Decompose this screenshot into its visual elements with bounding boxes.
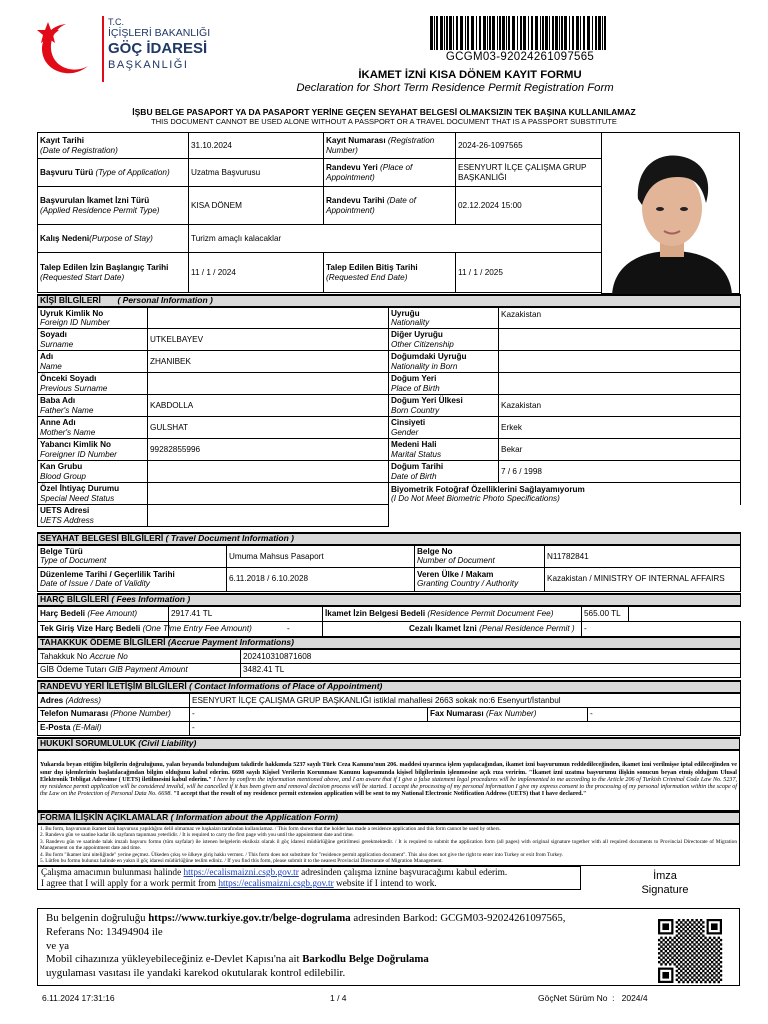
form-title: İKAMET İZNİ KISA DÖNEM KAYIT FORMU bbox=[358, 69, 582, 81]
prev-surname-value bbox=[148, 373, 389, 395]
footer-version: GöçNet Sürüm No : 2024/4 bbox=[538, 993, 648, 1003]
personal-info-section: KİŞİ BİLGİLERİ ( Personal Information ) Uyruk Kimlik No Foreign ID Number Uyruğu Nationality Kazakistan Soyadı Surname UTKELBAYEV Diğer Uyruğu Other Citizenship Adı Name ZHANIBEK Doğumdaki Uyruğu Nationality in Born Önceki Soyadı Previous Surname Doğum Yeri Place of Birth Baba Adı Father's Name KABDOLLA Doğum Yeri Ülkesi Born Country Kazakistan Anne Adı Mother's Name GULSHAT Cinsiyeti Gender Erkek Yabancı Kimlik No Foreigner ID Number 99282855996 Medeni Hali Marital Status Bekar Kan Grubu Blood Group Doğum Tarihi Date of Birth 7 / 6 / 1998 Özel İhtiyaç Durumu Special Need Status Biyometrik Fotoğraf Özelliklerini Sağlayamıyorum (I Do Not Meet Biometric Photo Specifications) UETS Adresi UETS Address bbox=[37, 294, 740, 527]
start-date-value: 11 / 1 / 2024 bbox=[189, 253, 324, 293]
foreigner-id-value: 99282855996 bbox=[148, 439, 389, 461]
ministry-logo bbox=[34, 17, 211, 82]
civil-section-title: HUKUKİ SORUMLULUK bbox=[40, 738, 136, 748]
visa-fee-value: - bbox=[169, 621, 323, 636]
note-line-2: 2. Randevu gün ve saatine kadar ilk sayfanın taşınması yeterlidir. / It is required to carry the first page with you until the appointment date and time. bbox=[40, 832, 354, 839]
personal-section-title: KİŞİ BİLGİLERİ bbox=[40, 295, 101, 305]
phone-value: - bbox=[190, 707, 428, 721]
doc-type-value: Umuma Mahsus Pasaport bbox=[227, 545, 415, 567]
nationality-value: Kazakistan bbox=[499, 307, 741, 329]
fees-section: HARÇ BİLGİLERİ ( Fees Information ) Harç Bedeli (Fee Amount) 2917.41 TL İkamet İzin Belgesi Bedeli (Residence Permit Document Fee) 565.00 TL Tek Giriş Vize Harç Bedeli (One Time Entry Fee Amount) - Cezalı İkamet İzni (Penal Residence Permit ) - bbox=[37, 593, 740, 637]
note-line-1: 1. Bu form, başvurunun ikamet izni başvurusu yapıldığını delil olmamaz ve başkaları tarafından kullanılamaz. / This form shows that the holder has made a residence application and this form cannot be used by others. bbox=[40, 825, 501, 832]
logo-line-1: İÇİŞLERİ BAKANLIĞI bbox=[108, 27, 211, 39]
end-date-value: 11 / 1 / 2025 bbox=[456, 253, 602, 293]
contact-section-title: RANDEVU YERİ İLETİŞİM BİLGİLERİ bbox=[40, 681, 187, 692]
other-citizenship-value bbox=[499, 329, 741, 351]
father-value: KABDOLLA bbox=[148, 395, 389, 417]
authority-value: Kazakistan / MINISTRY OF INTERNAL AFFAIRS bbox=[545, 567, 741, 591]
dob-value: 7 / 6 / 1998 bbox=[499, 461, 741, 483]
email-value: - bbox=[190, 721, 741, 735]
notice-en: THIS DOCUMENT CANNOT BE USED ALONE WITHOUT A PASSPORT OR A TRAVEL DOCUMENT THAT IS A PASSPORT SUBSTITUTE bbox=[151, 117, 617, 126]
notice-tr: İŞBU BELGE PASAPORT YA DA PASAPORT YERİNE GEÇEN SEYAHAT BELGESİ OLMAKSIZIN TEK BAŞINA KULLANILAMAZ bbox=[132, 107, 636, 117]
reg-date-value: 31.10.2024 bbox=[189, 133, 324, 159]
applicant-photo bbox=[601, 132, 740, 294]
foreign-id-value bbox=[148, 307, 389, 329]
form-notes-section: FORMA İLİŞKİN AÇIKLAMALAR ( Information about the Application Form) 1. Bu form, başvurunun ikamet izni başvurusu yapıldığını delil olmamaz ve başkaları tarafından kullanılamaz. / This form shows that the holder has made a residence application and this form cannot be used by others. 2. Randevu gün ve saatine kadar ilk sayfanın taşınması yeterlidir. / It is required to carry the first page with you until the appointment date and time. 3. Randevu gün ve saatinde talak imzalı başvuru formu (tüm sayfalar) ile istenen belgelerin eksiksiz olarak il göç idaresi müdürlüğüne getirilmesi gerekmektedir. / It is required to submit the application form (all pages) with original signature together with all required documents to Provincial Directorate of Migration Management on the appointment date and time. 4. Bu form "ikamet izni niteliğinde" yerine geçmez. Ülkeden çıkış ve ülkeye giriş hakkı vermez. / This form does not substitute for "residence permit application document". This also does not give the right to enter into Turkey or exit from Turkey. 5. Lütfen bu formu bulunuz halinde en yakın il göç idaresi müdürlüğüne teslim ediniz. / If you find this form, please submit it to the nearest Provincial Directorate of Migration Management. bbox=[37, 811, 740, 866]
note-line-4: 4. Bu form "ikamet izni niteliğinde" yerine geçmez. Ülkeden çıkış ve ülkeye giriş hakkı vermez. / This form does not substitute for "residence permit application document". This also does not give the right to enter into Turkey or exit from Turkey. bbox=[40, 851, 564, 858]
accrue-section-title: TAHAKKUK ÖDEME BİLGİLERİ bbox=[40, 637, 166, 648]
verification-box: Bu belgenin doğruluğu https://www.turkiye.gov.tr/belge-dogrulama adresinden Barkod: GCGM03-92024261097565, Referans No: 13494904 ile ve ya Mobil cihazınıza yükleyebileceğiniz e-Devlet Kapısı'na ait Barkodlu Belge Doğrulama uygulaması vasıtası ile yandaki karekod okutularak kontrol edilebilir. bbox=[37, 908, 740, 986]
travel-section-title: SEYAHAT BELGESİ BİLGİLERİ bbox=[40, 533, 164, 544]
fee-value: 2917.41 TL bbox=[169, 606, 323, 621]
footer-page: 1 / 4 bbox=[330, 993, 347, 1003]
verify-url[interactable]: https://www.turkiye.gov.tr/belge-dogrulama bbox=[148, 912, 351, 924]
work-link-tr[interactable]: https://ecalismaizni.csgb.gov.tr bbox=[183, 868, 299, 878]
blood-value bbox=[148, 461, 389, 483]
gender-value: Erkek bbox=[499, 417, 741, 439]
registration-table: Kayıt Tarihi (Date of Registration) 31.10.2024 Kayıt Numarası (Registration Number) 2024-26-1097565 Başvuru Türü (Type of Application) Uzatma Başvurusu Randevu Yeri (Place of Appointment) ESENYURT İLÇE ÇALIŞMA GRUP BAŞKANLIĞI Başvurulan İkamet İzni Türü (Applied Residence Permit Type) KISA DÖNEM Randevu Tarihi (Date of Appointment) 02.12.2024 15:00 Kalış Nedeni(Purpose of Stay) Turizm amaçlı kalacaklar Talep Edilen İzin Başlangıç Tarihi (Requested Start Date) 11 / 1 / 2024 Talep Edilen Bitiş Tarihi (Requested End Date) 11 / 1 / 2025 bbox=[37, 132, 601, 293]
civil-text-en: I here by confirm the information mentioned above, and I am aware that if I give a false statement legal procedures will be implemented to me according to the Article 206 of Turkish Criminal Code Law No. 5237, my residence permit application will be considered invalid, will be cancelled if it has been given and removal decision process will be started. I accept the processing of my personal information I give my express consent to the processing of my personal information within the scope of the Law on the Protection of Personal Data No. 6698. bbox=[40, 776, 738, 798]
notes-section-title: FORMA İLİŞKİN AÇIKLAMALAR bbox=[40, 812, 169, 822]
appt-date-value: 02.12.2024 15:00 bbox=[456, 187, 602, 225]
penal-value: - bbox=[582, 621, 741, 636]
barcode-text: GCGM03-92024261097565 bbox=[445, 51, 595, 63]
logo-tc: T.C. bbox=[108, 17, 125, 27]
doc-fee-value: 565.00 TL bbox=[582, 606, 629, 621]
doc-no-value: N11782841 bbox=[545, 545, 741, 567]
work-link-en[interactable]: https://ecalismaizni.csgb.gov.tr bbox=[218, 879, 334, 890]
accrue-amount-value: 3482.41 TL bbox=[241, 663, 741, 677]
validity-value: 6.11.2018 / 6.10.2028 bbox=[227, 567, 415, 591]
travel-doc-section: SEYAHAT BELGESİ BİLGİLERİ ( Travel Document Information ) Belge Türü Type of Document Umuma Mahsus Pasaport Belge No Number of Document N11782841 Düzenleme Tarihi / Geçerlilik Tarihi Date of Issue / Date of Validity 6.11.2018 / 6.10.2028 Veren Ülke / Makam Granting Country / Authority Kazakistan / MINISTRY OF INTERNAL AFFAIRS bbox=[37, 532, 740, 592]
address-value: ESENYURT İLÇE ÇALIŞMA GRUP BAŞKANLIĞI istiklal mahallesi 2663 sokak no:6 Esenyurt/İstanbul bbox=[190, 693, 741, 707]
form-subtitle: Declaration for Short Term Residence Permit Registration Form bbox=[296, 82, 614, 94]
logo-line-2: GÖÇ İDARESİ bbox=[108, 40, 208, 57]
civil-liability-section: HUKUKİ SORUMLULUK (Civil Liability) Yukarıda beyan ettiğim bilgilerin doğruluğunu, yalan beyanda bulunduğum takdirde hakkımda 5237 sayılı Türk Ceza Kanunu'nun 206. maddesi uyarınca işlem yapılacağından, ikamet izni başvurumun reddedileceğinden, ikamet izni verilmişse iptal edileceğinden ve sınır dışı işlemlerinin başlatılacağından bilgim olduğunu kabul ederim. 6698 sayılı Kişisel Verilerin Korunması Kanunu kapsamında kişisel bilgilerimin işlenmesine açık rıza veririm. "İkamet izni uzatma başvurumu ilişkin sonucun beyan etmiş olduğum Ulusal Elektronik Tebligat Adresime ( UETS) iletilmesini kabul ederim." I here by confirm the information mentioned above, and I am aware that if I give a false statement legal procedures will be implemented to me according to the Article 206 of Turkish Criminal Code Law No. 5237, my residence permit application will be considered invalid, will be cancelled if it has been given and removal decision process will be started. I accept the processing of my personal information I give my express consent to the processing of my personal information within the scope of the Law on the Protection of Personal Data No. 6698. "I accept that the result of my residence permit extension application will be sent to my National Electronic Notification Address (UETS) that I have declared." bbox=[37, 737, 740, 811]
footer-timestamp: 6.11.2024 17:31:16 bbox=[42, 993, 115, 1003]
app-type-value: Uzatma Başvurusu bbox=[189, 159, 324, 187]
signature-label: İmza Signature bbox=[641, 870, 689, 896]
purpose-value: Turizm amaçlı kalacaklar bbox=[189, 225, 602, 253]
contact-section: RANDEVU YERİ İLETİŞİM BİLGİLERİ ( Contact Informations of Place of Appointment) Adres (Address) ESENYURT İLÇE ÇALIŞMA GRUP BAŞKANLIĞI istiklal mahallesi 2663 sokak no:6 Esenyurt/İstanbul Telefon Numarası (Phone Number) - Fax Numarası (Fax Number) - E-Posta (E-Mail) - bbox=[37, 680, 740, 736]
surname-value: UTKELBAYEV bbox=[148, 329, 389, 351]
reg-no-value: 2024-26-1097565 bbox=[456, 133, 602, 159]
note-line-5: 5. Lütfen bu formu bulunuz halinde en yakın il göç idaresi müdürlüğüne teslim ediniz. / If you find this form, please submit it to the nearest Provincial Directorate of Migration Management. bbox=[40, 858, 443, 865]
barcode bbox=[430, 16, 608, 50]
biometric-label: Biyometrik Fotoğraf Özelliklerini Sağlayamıyorum bbox=[391, 484, 585, 494]
permit-type-value: KISA DÖNEM bbox=[189, 187, 324, 225]
accrue-no-value: 202410310871608 bbox=[241, 649, 741, 663]
appt-place-value: ESENYURT İLÇE ÇALIŞMA GRUP BAŞKANLIĞI bbox=[456, 159, 602, 187]
fax-value: - bbox=[588, 707, 741, 721]
civil-text-tr: Yukarıda beyan ettiğim bilgilerin doğruluğunu, yalan beyanda bulunduğum takdirde hakkımda 5237 sayılı Türk Ceza Kanunu'nun 206. maddesi uyarınca işlem yapılacağından, ikamet izni başvurumun reddedileceğinden, ikamet izni verilmişse iptal edileceğinden ve sınır dışı işlemlerinin başlatılacağından bilgim olduğunu kabul ederim. 6698 sayılı Kişisel Verilerin Korunması Kanunu kapsamında kişisel bilgilerimin işlenmesine açık rıza veririm. "İkamet izni uzatma başvurumu ilişkin sonucun beyan etmiş olduğum Ulusal Elektronik Tebligat Adresime ( UETS) iletilmesini kabul ederim." bbox=[40, 762, 737, 783]
crescent-star-icon bbox=[34, 18, 98, 80]
pob-value bbox=[499, 373, 741, 395]
name-value: ZHANIBEK bbox=[148, 351, 389, 373]
uets-value bbox=[148, 505, 389, 527]
marital-value: Bekar bbox=[499, 439, 741, 461]
work-permit-box: Çalışma amacımın bulunması halinde https://ecalismaizni.csgb.gov.tr adresinden çalışma iznine başvuracağımı kabul ederim. I agree that I will apply for a work permit from https://ecalismaizni.csgb.gov.tr website if I intend to work. bbox=[37, 866, 581, 890]
civil-text-en-bold: "I accept that the result of my residence permit extension application will be sent to my National Electronic Notification Address (UETS) that I have declared." bbox=[173, 791, 587, 798]
cob-value: Kazakistan bbox=[499, 395, 741, 417]
qr-code bbox=[658, 919, 722, 983]
logo-line-3: BAŞKANLIĞI bbox=[108, 59, 189, 71]
nationality-born-value bbox=[499, 351, 741, 373]
mother-value: GULSHAT bbox=[148, 417, 389, 439]
accrue-section: TAHAKKUK ÖDEME BİLGİLERİ (Accrue Payment Informations) Tahakkuk No Accrue No 202410310871608 GİB Ödeme Tutarı GIB Payment Amount 3482.41 TL bbox=[37, 636, 740, 678]
note-line-3: 3. Randevu gün ve saatinde talak imzalı başvuru formu (tüm sayfalar) ile istenen belgelerin eksiksiz olarak il göç idaresi müdürlüğüne getirilmesi gerekmektedir. / It is required to submit the application form (all pages) with original signature together with all required documents to Provincial Directorate of Migration Management on the appointment date and time. bbox=[40, 838, 737, 852]
fees-section-title: HARÇ BİLGİLERİ bbox=[40, 594, 109, 605]
special-need-value bbox=[148, 483, 389, 505]
